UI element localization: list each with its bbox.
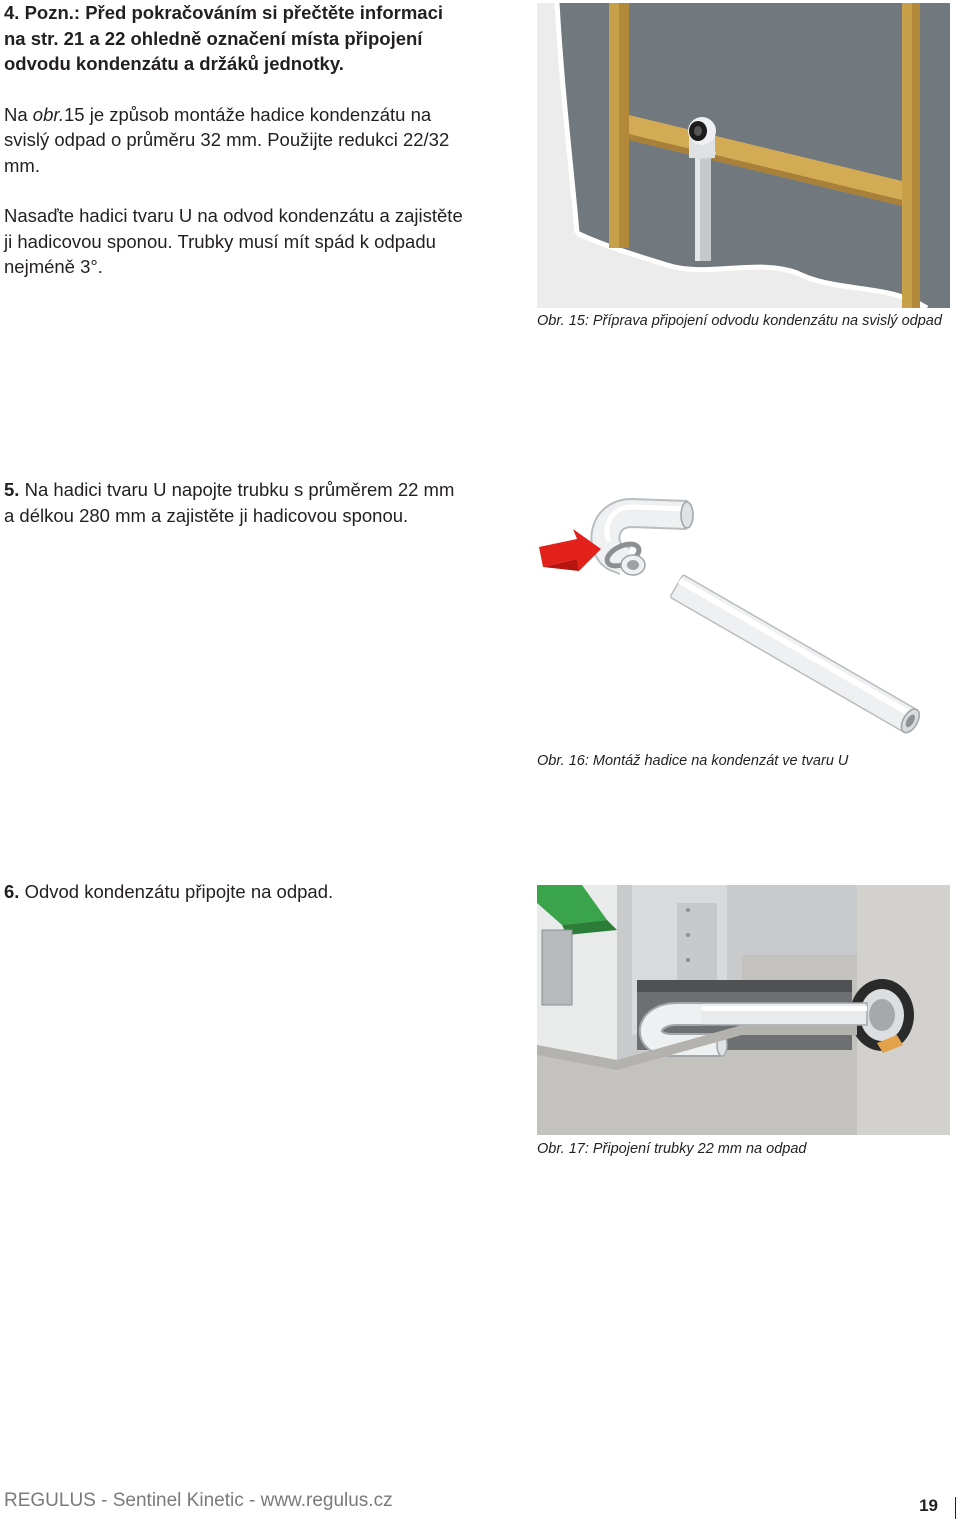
step-6-paragraph: [4, 879, 464, 905]
figure-17-caption: Obr. 17: Připojení trubky 22 mm na odpad: [537, 1141, 807, 1157]
step-5-paragraph: [4, 477, 464, 528]
step-4-paragraph-2: Nasaďte hadici tvaru U na odvod kondenzátu a zajistěte ji hadicovou sponou. Trubky musí mít spád k odpadu nejméně 3°.: [4, 205, 463, 277]
figure-16-caption: Obr. 16: Montáž hadice na kondenzát ve tvaru U: [537, 753, 849, 769]
figure-17-image: [537, 885, 950, 1135]
step-4-note-text: Pozn.: Před pokračováním si přečtěte informaci na str. 21 a 22 ohledně označení místa připojení odvodu kondenzátu a držáků jednotky.: [4, 2, 444, 74]
footer-text: REGULUS - Sentinel Kinetic - www.regulus.cz: [4, 1490, 393, 1511]
step-5-text: Na hadici tvaru U napojte trubku s průměrem 22 mm a délkou 280 mm a zajistěte ji hadicovou sponou.: [4, 479, 455, 526]
page-number-divider: [955, 1497, 956, 1519]
figure-15-image: [537, 3, 950, 308]
step-4: [4, 0, 464, 280]
figure-reference: obr.: [32, 103, 64, 125]
figure-16-image: [537, 485, 950, 745]
step-6: [4, 879, 464, 905]
step-4-note: [4, 0, 464, 77]
page-number: 19: [919, 1496, 938, 1515]
step-5: [4, 477, 464, 528]
step-4-paragraph-1: Na obr.15 je způsob montáže hadice kondenzátu na svislý odpad o průměru 32 mm. Použijte redukci 22/32 mm.: [4, 103, 450, 176]
step-5-number: 5.: [4, 479, 20, 500]
step-4-number: 4.: [4, 2, 20, 23]
step-6-text: Odvod kondenzátu připojte na odpad.: [24, 881, 334, 902]
figure-15-caption: Obr. 15: Příprava připojení odvodu kondenzátu na svislý odpad: [537, 313, 942, 329]
step-6-number: 6.: [4, 881, 20, 902]
